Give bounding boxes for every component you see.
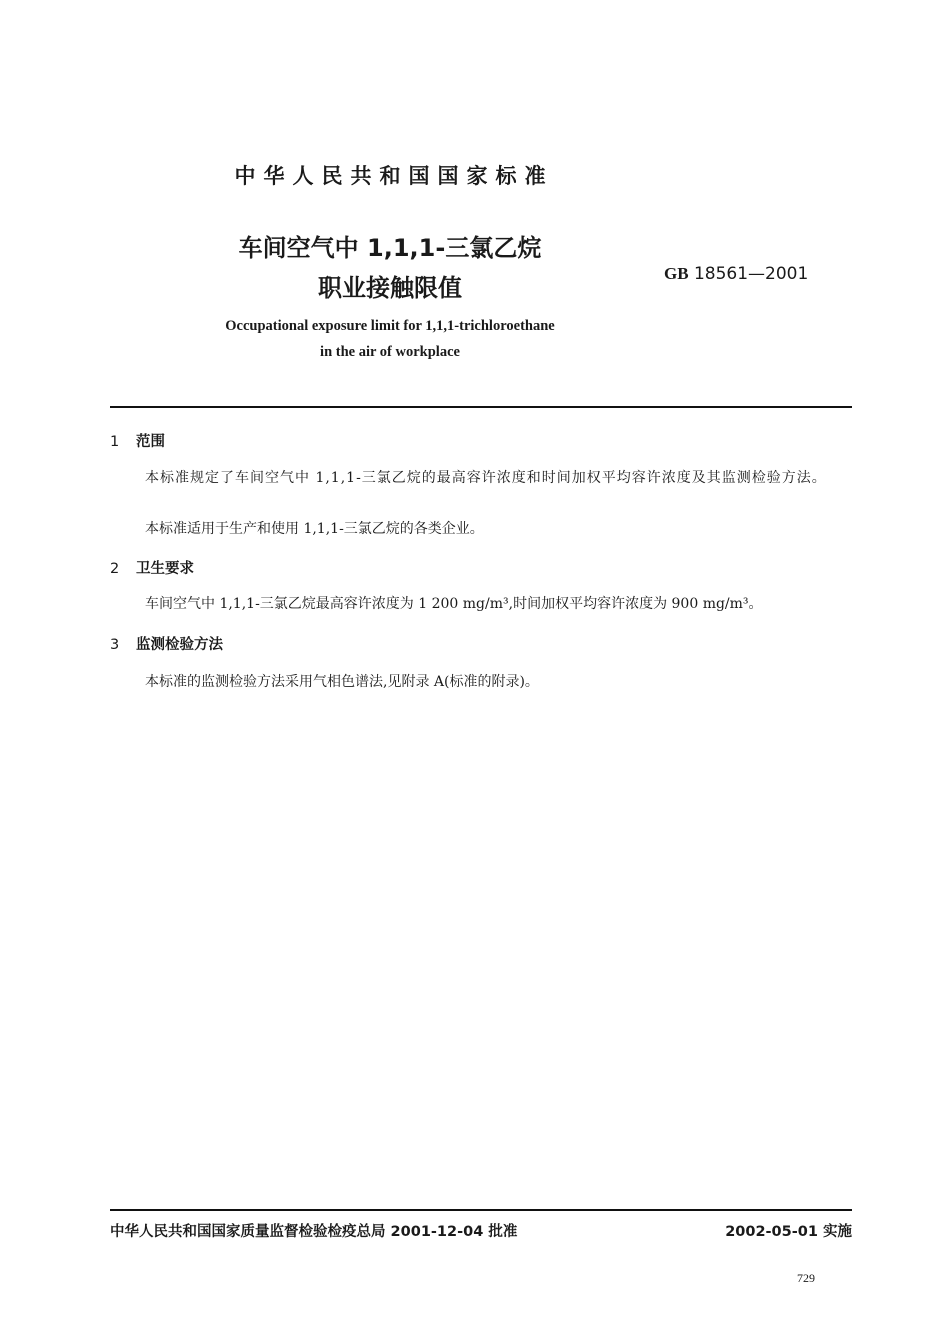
section-number: 3 (110, 637, 120, 653)
standard-code-number: 18561—2001 (693, 264, 809, 284)
standard-type-heading: 中华人民共和国国家标准 (234, 164, 554, 188)
standard-code (664, 264, 808, 284)
section-title: 范围 (136, 434, 165, 450)
section-title: 卫生要求 (136, 561, 194, 577)
header-divider (110, 406, 852, 408)
section-heading-1 (110, 430, 165, 451)
document-title-cn-line1: 车间空气中 1,1,1-三氯乙烷 (238, 234, 542, 262)
section-number: 1 (110, 434, 120, 450)
section-heading-2 (110, 557, 194, 578)
section-3-paragraph-1: 本标准的监测检验方法采用气相色谱法,见附录 A(标准的附录)。 (145, 674, 539, 690)
section-heading-3 (110, 633, 223, 654)
section-1-paragraph-1: 本标准规定了车间空气中 1,1,1-三氯乙烷的最高容许浓度和时间加权平均容许浓度及其监测检验方法。 (145, 470, 827, 486)
document-title-en-line2: in the air of workplace (320, 344, 460, 360)
section-1-paragraph-2: 本标准适用于生产和使用 1,1,1-三氯乙烷的各类企业。 (145, 521, 484, 537)
section-title: 监测检验方法 (136, 637, 223, 653)
document-title-cn-line2: 职业接触限值 (318, 274, 462, 302)
section-2-paragraph-1: 车间空气中 1,1,1-三氯乙烷最高容许浓度为 1 200 mg/m³,时间加权平均容许浓度为 900 mg/m³。 (145, 596, 763, 612)
page-number: 729 (797, 1271, 815, 1285)
footer-divider (110, 1209, 852, 1211)
section-number: 2 (110, 561, 120, 577)
approval-line: 中华人民共和国国家质量监督检验检疫总局 2001-12-04 批准 (110, 1224, 518, 1240)
standard-code-prefix: GB (664, 264, 689, 283)
document-title-en-line1: Occupational exposure limit for 1,1,1-trichloroethane (225, 318, 555, 334)
implementation-date: 2002-05-01 实施 (725, 1224, 852, 1240)
